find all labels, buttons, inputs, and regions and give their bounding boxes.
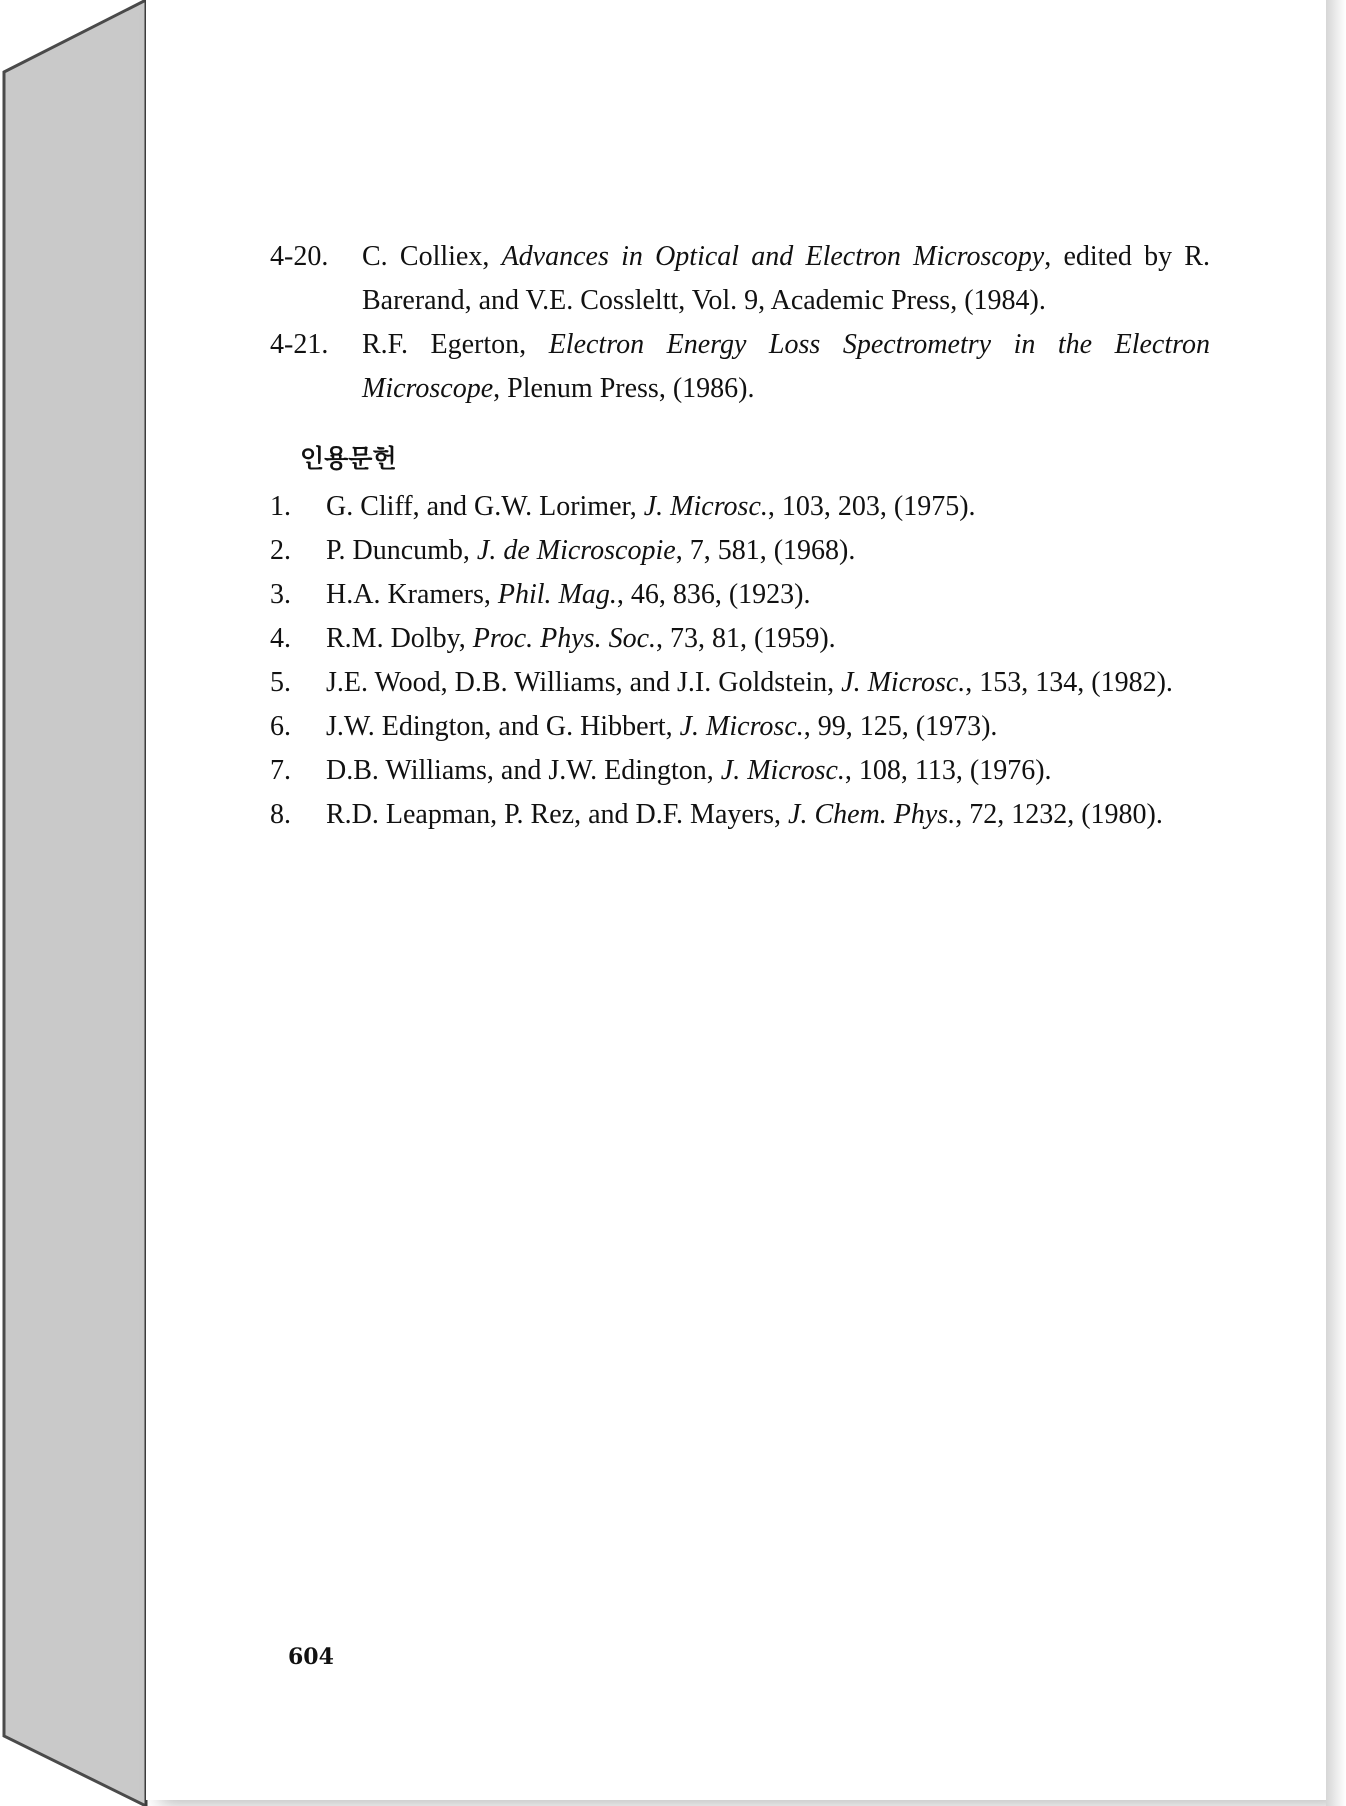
reference-details: , 7, 581, (1968). bbox=[675, 535, 856, 566]
reference-details: , 99, 125, (1973). bbox=[803, 711, 998, 742]
reference-number: 4-20. bbox=[270, 241, 329, 272]
reference-text bbox=[326, 617, 1210, 661]
reference-title: Electron Energy Loss Spectrometry in the Electron Microscope bbox=[362, 329, 1210, 404]
reference-number: 4-21. bbox=[270, 329, 329, 360]
reference-text bbox=[326, 749, 1210, 793]
reference-item bbox=[270, 793, 1210, 837]
reference-details: , 103, 203, (1975). bbox=[767, 491, 976, 522]
reference-item bbox=[270, 749, 1210, 793]
reference-title: Phil. Mag. bbox=[497, 579, 617, 610]
reference-item bbox=[270, 617, 1210, 661]
reference-title: J. de Microscopie bbox=[476, 535, 676, 566]
reference-details: , edited by R. Barerand, and V.E. Cossleltt, Vol. 9, Academic Press, (1984). bbox=[362, 241, 1210, 316]
reference-text bbox=[326, 793, 1210, 837]
reference-item bbox=[270, 573, 1210, 617]
reference-details: , 46, 836, (1923). bbox=[616, 579, 811, 610]
reference-authors: G. Cliff, and G.W. Lorimer, bbox=[326, 491, 644, 522]
reference-title: J. Microsc. bbox=[720, 755, 845, 786]
reference-text bbox=[326, 485, 1210, 529]
reference-text bbox=[362, 323, 1210, 411]
reference-item bbox=[270, 485, 1210, 529]
reference-authors: C. Colliex, bbox=[362, 241, 502, 272]
reference-number: 7. bbox=[270, 755, 291, 786]
page-edge bbox=[1326, 0, 1346, 1806]
reference-number: 1. bbox=[270, 491, 291, 522]
reference-authors: R.D. Leapman, P. Rez, and D.F. Mayers, bbox=[326, 799, 789, 830]
reference-title: Proc. Phys. Soc. bbox=[472, 623, 657, 654]
book-spine bbox=[0, 0, 160, 1806]
reference-item bbox=[270, 529, 1210, 573]
reference-text bbox=[326, 573, 1210, 617]
reference-number: 5. bbox=[270, 667, 291, 698]
reference-authors: H.A. Kramers, bbox=[326, 579, 498, 610]
reference-item bbox=[270, 323, 1210, 411]
reference-details: , 73, 81, (1959). bbox=[656, 623, 836, 654]
reference-number: 6. bbox=[270, 711, 291, 742]
reference-number: 3. bbox=[270, 579, 291, 610]
reference-title: J. Chem. Phys. bbox=[788, 799, 956, 830]
reference-title: J. Microsc. bbox=[643, 491, 768, 522]
reference-text bbox=[326, 705, 1210, 749]
cited-reference-list bbox=[270, 485, 1210, 837]
reference-authors: J.E. Wood, D.B. Williams, and J.I. Goldstein, bbox=[326, 667, 842, 698]
reference-number: 8. bbox=[270, 799, 291, 830]
reference-details: , 108, 113, (1976). bbox=[844, 755, 1052, 786]
reference-authors: P. Duncumb, bbox=[326, 535, 477, 566]
reference-authors: J.W. Edington, and G. Hibbert, bbox=[326, 711, 680, 742]
reference-authors: R.F. Egerton, bbox=[362, 329, 549, 360]
reference-details: , 72, 1232, (1980). bbox=[955, 799, 1163, 830]
reference-authors: D.B. Williams, and J.W. Edington, bbox=[326, 755, 721, 786]
reference-number: 2. bbox=[270, 535, 291, 566]
page-number: 604 bbox=[288, 1644, 334, 1670]
reference-details: , 153, 134, (1982). bbox=[965, 667, 1173, 698]
reference-text bbox=[326, 529, 1210, 573]
reference-text bbox=[362, 235, 1210, 323]
reference-authors: R.M. Dolby, bbox=[326, 623, 473, 654]
section-title: 인용문헌 bbox=[300, 444, 397, 473]
reference-block bbox=[270, 235, 1210, 837]
reference-details: , Plenum Press, (1986). bbox=[493, 373, 755, 404]
reference-item bbox=[270, 661, 1210, 705]
reference-item bbox=[270, 235, 1210, 323]
spine-face bbox=[4, 0, 146, 1806]
reference-title: J. Microsc. bbox=[679, 711, 804, 742]
chapter-reference-list bbox=[270, 235, 1210, 411]
reference-number: 4. bbox=[270, 623, 291, 654]
reference-title: Advances in Optical and Electron Microscopy bbox=[501, 241, 1045, 272]
reference-text bbox=[326, 661, 1210, 705]
reference-title: J. Microsc. bbox=[841, 667, 966, 698]
reference-item bbox=[270, 705, 1210, 749]
